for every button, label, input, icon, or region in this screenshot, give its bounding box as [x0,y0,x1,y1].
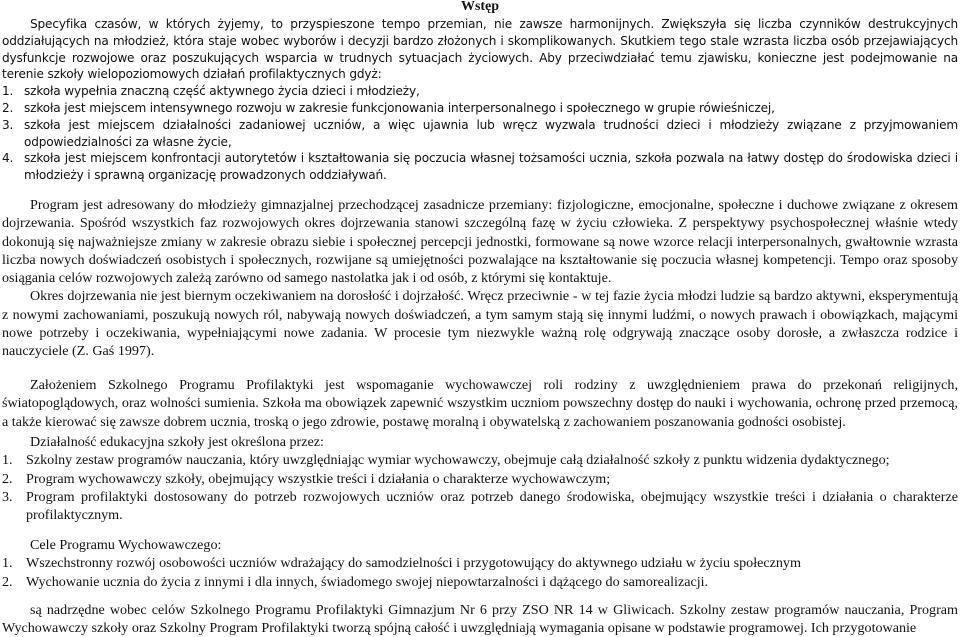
intro-list-item [2,117,958,151]
list-number: 1. [2,452,13,469]
intro-paragraph: Specyfika czasów, w których żyjemy, to przyspieszone tempo przemian, nie zawsze harmonijnych. Zwiększyła się liczba czynników destrukcyjnych oddziałujących na młodzież, która staje wobec wyborów i decyzji bardzo złożonych i skomplikowanych. Skutkiem tego stale wzrasta liczba osób przejawiających dysfunkcje rozwojowe oraz poszukujących wsparcia w trudnych sytuacjach życiowych. Aby przeciwdziałać temu zjawisku, konieczne jest podejmowanie na terenie szkoły wielopoziomowych działań profilaktycznych gdyż: [2,17,958,82]
assumptions-section [2,376,958,431]
activity-list-item [2,451,958,469]
educational-activity-heading: Działalność edukacyjna szkoły jest określona przez: [30,434,324,450]
list-text: szkoła jest miejscem działalności zadaniowej uczniów, a więc ujawnia lub wręcz wyzwala trudności dzieci i młodzieży związane z przyjmowaniem odpowiedzialności za własne życie, [24,117,958,149]
list-text: Program profilaktyki dostosowany do potrzeb rozwojowych uczniów oraz potrzeb danego środowiska, obejmujący wszystkie treści i działania o charakterze profilaktycznym. [26,488,958,524]
closing-section [2,601,958,637]
goal-list-item [2,573,958,591]
list-number: 2. [2,573,13,590]
program-paragraph-1: Program jest adresowany do młodzieży gimnazjalnej przechodzącej zasadnicze przemiany: fizjologiczne, emocjonalne, społeczne i duchowe związane z okresem dojrzewania. Spośród wszystkich faz rozwojowych okres dojrzewania stanowi szczególną fazę w życiu człowieka. Z perspektywy psychospołecznej właśnie wtedy dokonują się najważniejsze zmiany w zakresie obrazu siebie i społecznej percepcji jednostki, formowane są nowe wzorce relacji interpersonalnych, gwałtownie wzrasta liczba nowych doświadczeń osobistych i społecznych, rozwijane są umiejętności pozwalające na kształtowanie się poczucia własnej kompetencji. Tempo oraz sposoby osiągania celów rozwojowych zależą zarówno od samego nastolatka jak i od osób, z którymi się kontaktuje. [2,197,958,287]
list-text: szkoła jest miejscem intensywnego rozwoju w zakresie funkcjonowania interpersonalnego i społecznego w grupie rówieśniczej, [24,100,775,115]
list-text: szkoła wypełnia znaczną część aktywnego życia dzieci i młodzieży, [24,84,420,99]
page-title: Wstęp [460,0,500,14]
list-text: Wychowanie ucznia do życia z innymi i dla innych, świadomego swojej niepowtarzalności i dążącego do samorealizacji. [26,573,709,590]
list-number: 3. [2,117,14,132]
educational-activity-section [2,433,958,524]
goal-list-item [2,554,958,572]
list-number: 1. [2,555,13,572]
list-number: 3. [2,488,13,505]
list-number: 4. [2,151,14,166]
list-text: Szkolny zestaw programów nauczania, który uwzględniając wymiar wychowawczy, obejmuje całą działalność szkoły z punktu widzenia dydaktycznego; [26,452,890,469]
list-number: 2. [2,470,13,487]
list-text: Program wychowawczy szkoły, obejmujący wszystkie treści i działania o charakterze wychowawczym; [26,470,611,487]
goals-section [2,536,958,591]
activity-list-item [2,488,958,525]
list-text: Wszechstronny rozwój osobowości uczniów wdrażający do samodzielności i przygotowujący do aktywnego udziału w życiu społecznym [26,555,801,572]
closing-paragraph: są nadrzędne wobec celów Szkolnego Programu Profilaktyki Gimnazjum Nr 6 przy ZSO NR 14 w Gliwicach. Szkolny zestaw programów nauczania, Program Wychowawczy szkoły oraz Szkolny Program Profilaktyki tworzą spójną całość i uwzględniają wymagania opisane w podstawie programowej. Ich przygotowanie [2,602,958,637]
list-number: 1. [2,84,14,99]
activity-list-item [2,470,958,488]
goals-heading: Cele Programu Wychowawczego: [30,537,222,553]
program-section [2,196,958,361]
intro-section [2,16,958,184]
list-text: szkoła jest miejscem konfrontacji autorytetów i kształtowania się poczucia własnej tożsamości ucznia, szkoła pozwala na łatwy dostęp do środowiska dzieci i młodzieży i sprawną organizację prowadzonych oddziaływań. [24,151,958,183]
assumptions-paragraph: Założeniem Szkolnego Programu Profilaktyki jest wspomaganie wychowawczej roli rodziny z uwzględnieniem prawa do przekonań religijnych, światopoglądowych, oraz wolności sumienia. Szkoła ma obowiązek zapewnić wszystkim uczniom powszechny dostęp do nauki i wychowania, ochronę przed przemocą, a także kierować się zawsze dobrem ucznia, troską o jego zdrowie, postawę moralną i obywatelską z zachowaniem poszanowania godności osobistej. [2,377,958,430]
intro-list-item [2,100,958,117]
program-paragraph-2: Okres dojrzewania nie jest biernym oczekiwaniem na dorosłość i dojrzałość. Wręcz przeciwnie - w tej fazie życia młodzi ludzie są bardzo aktywni, eksperymentują z nowymi zachowaniami, poszukują nowych ról, nabywają nowych doświadczeń, a tym samym stają się innymi ludźmi, o nowych prawach i obowiązkach, mającymi nowe potrzeby i oczekiwania, wypełniającymi nowe zadania. W procesie tym niezwykle ważną rolę odgrywają znaczące osoby dorosłe, a zwłaszcza rodzice i nauczyciele (Z. Gaś 1997). [2,288,958,360]
list-number: 2. [2,100,14,115]
intro-list-item [2,83,958,100]
intro-list-item [2,150,958,184]
